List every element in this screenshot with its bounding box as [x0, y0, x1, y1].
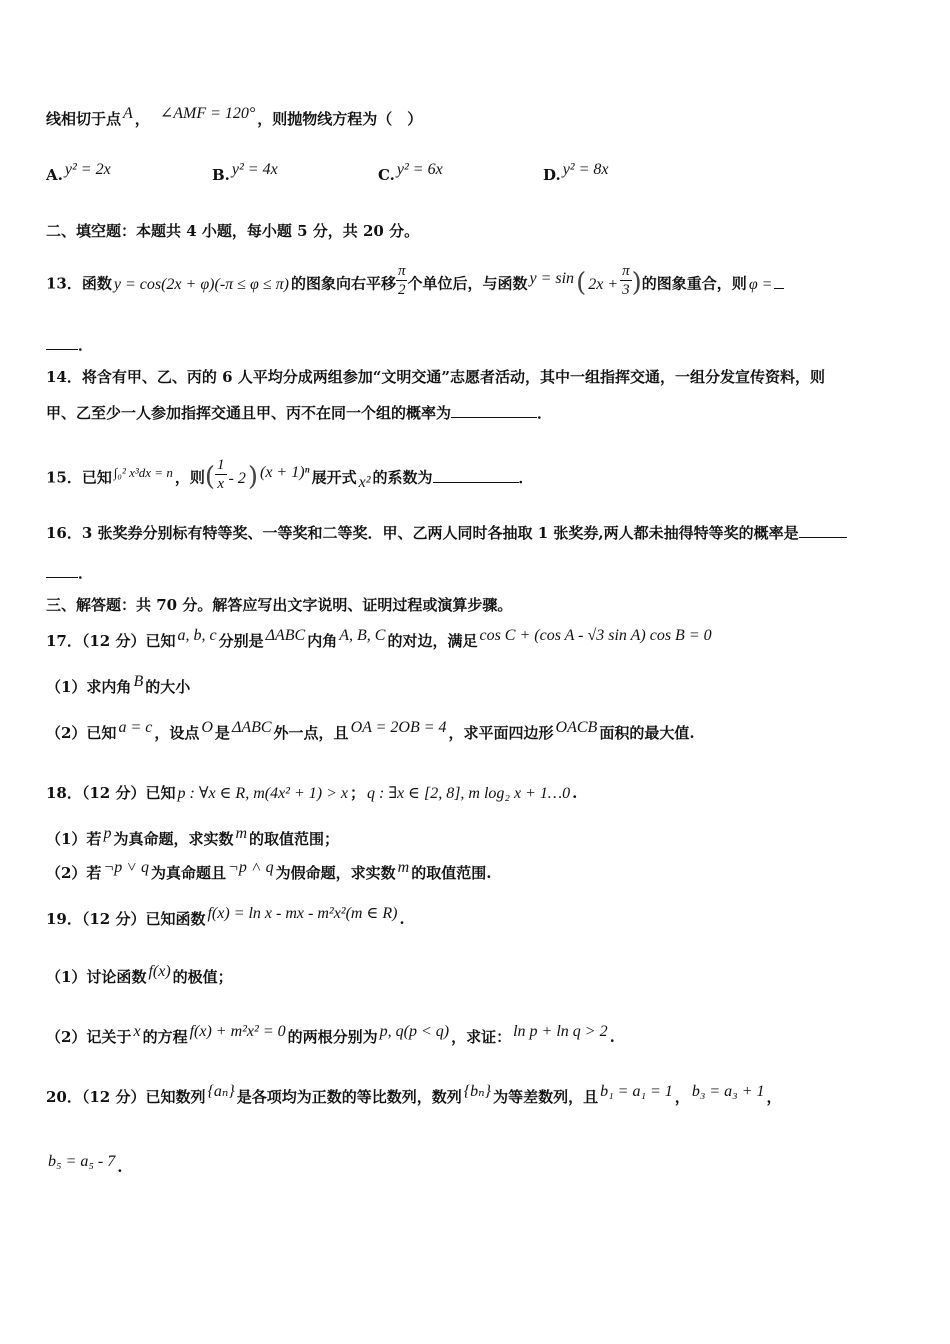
q13-math-func: y = cos(2x + φ)(-π ≤ φ ≤ π) [113, 275, 289, 293]
q19-p2-math: f(x) + m²x² = 0 [189, 1023, 286, 1040]
q20-math: b₁ = a₁ = 1 [600, 1083, 673, 1100]
frac-num: π [622, 263, 630, 279]
q20-line [46, 1083, 904, 1109]
q16-line2 [46, 562, 904, 584]
q15-end: ． [518, 468, 534, 487]
q17-text: 的对边，满足 [387, 632, 478, 650]
q16-line1 [46, 522, 904, 544]
q20-text: ， [674, 1088, 690, 1106]
option-label: D. [543, 166, 561, 184]
q18-p1-math: m [235, 825, 248, 842]
q15-line [46, 457, 904, 497]
q18-number: 18．（12 分）已知 [46, 784, 176, 802]
q18-p2-text: 的取值范围. [411, 864, 492, 882]
frac-num: π [397, 263, 406, 279]
q18-p2-math: m [397, 859, 410, 876]
q13-text: 个单位后，与函数 [407, 274, 528, 293]
q13-math-phi: φ = [748, 275, 773, 293]
q12-option-c[interactable] [378, 161, 445, 185]
q12-text-end: ，则抛物线方程为（ ） [257, 110, 423, 128]
q19-p2-math: x [133, 1023, 141, 1040]
q19-p2-text: ，求证： [451, 1028, 512, 1046]
option-math: y² = 4x [231, 161, 278, 178]
q12-math-point: A [123, 105, 133, 122]
q15-text: 展开式 [311, 468, 357, 487]
q19-end: . [399, 910, 405, 928]
q14-answer-blank[interactable] [451, 403, 537, 418]
q15-math-minus2: - 2 [228, 469, 246, 487]
q18-p1-math: p [103, 825, 112, 842]
q15-number: 15．已知 [46, 468, 112, 487]
q14-line1: 14．将含有甲、乙、丙的 6 人平均分成两组参加“文明交通”志愿者活动，其中一组指挥交通，一组分发宣传资料，则 [46, 368, 826, 386]
q20-math: b₅ = a₅ - 7 [48, 1153, 116, 1170]
q17-part2 [46, 719, 904, 745]
q15-text: 的系数为 [372, 468, 433, 487]
option-label: B. [212, 166, 230, 184]
q18-p2-math: ¬p ˄ q [228, 859, 274, 876]
q19-p2-text: 的方程 [142, 1028, 188, 1046]
q17-p2-text: 面积的最大值. [599, 724, 695, 742]
q18-p2-text: （2）若 [46, 864, 102, 882]
q15-math-binom: (x + 1)ⁿ [259, 463, 310, 481]
q15-math-x2: x² [358, 473, 371, 491]
option-label: C. [378, 166, 395, 184]
frac-num: 1 [217, 457, 225, 473]
frac-den: x [217, 476, 225, 492]
q17-math: a, b, c [177, 627, 217, 644]
q18-p2-text: 为假命题，求实数 [275, 864, 396, 882]
q20-text: 是各项均为正数的等比数列，数列 [236, 1088, 462, 1106]
q12-text: 线相切于点 [46, 110, 122, 128]
section-3-heading: 三、解答题：共 70 分。解答应写出文字说明、证明过程或演算步骤。 [46, 596, 513, 614]
q12-stem-line [46, 105, 904, 131]
q17-text: 分别是 [218, 632, 264, 650]
q13-text: 的图象重合，则 [641, 274, 747, 293]
q13-line2 [46, 334, 904, 356]
q17-part1 [46, 673, 904, 699]
q13-answer-blank-2[interactable] [46, 335, 78, 350]
q17-p2-text: ，设点 [154, 724, 200, 742]
q13-frac-pi-3 [620, 262, 632, 299]
q17-p2-text: （2）已知 [46, 724, 117, 742]
option-math: y² = 6x [396, 161, 443, 178]
q17-p2-text: 外一点，且 [273, 724, 349, 742]
paren-right: ) [247, 461, 258, 492]
q18-part2 [46, 859, 904, 885]
q17-p1-math: B [133, 673, 144, 690]
q18-text: ； [350, 784, 366, 802]
q12-option-d[interactable] [543, 161, 611, 185]
q12-sep: ， [134, 110, 150, 128]
q14-end: ． [537, 404, 553, 422]
q17-p2-text: 是 [214, 724, 230, 742]
q13-number: 13．函数 [46, 274, 112, 293]
q18-math-q: q : ∃x ∈ [2, 8], m log₂ x + 1…0 [367, 785, 571, 802]
q13-answer-blank[interactable] [774, 274, 784, 289]
q17-math: A, B, C [339, 627, 386, 644]
q19-p1-text: （1）讨论函数 [46, 968, 147, 986]
q19-p2-text: 的两根分别为 [287, 1028, 378, 1046]
q15-frac [215, 456, 227, 493]
q19-math-func: f(x) = ln x - mx - m²x²(m ∈ R) [207, 905, 398, 922]
q12-option-a[interactable] [46, 161, 113, 185]
q17-math: ΔABC [265, 627, 306, 644]
q20-math: b₃ = a₃ + 1 [691, 1083, 765, 1100]
q20-math: {bₙ} [463, 1083, 492, 1100]
q17-p2-math: OACB [555, 719, 598, 736]
option-math: y² = 2x [64, 161, 111, 178]
q20-math: {aₙ} [207, 1083, 235, 1100]
q19-p2-end: . [609, 1028, 615, 1046]
q19-line [46, 905, 904, 931]
paren-left: ( [576, 267, 587, 298]
paren-left: ( [204, 461, 215, 492]
q19-p1-math: f(x) [148, 963, 171, 980]
q17-p1-text: （1）求内角 [46, 678, 132, 696]
q20-line2 [46, 1153, 904, 1179]
q17-text: 内角 [307, 632, 338, 650]
q18-line [46, 782, 904, 805]
q15-text: ，则 [174, 468, 205, 487]
q17-math-condition: cos C + (cos A - √3 sin A) cos B = 0 [479, 627, 712, 644]
q17-p1-text: 的大小 [145, 678, 191, 696]
q13-math-sin: y = sin [529, 269, 575, 287]
q19-p2-text: （2）记关于 [46, 1028, 132, 1046]
q18-part1 [46, 825, 904, 851]
q16-text: 16．3 张奖券分别标有特等奖、一等奖和二等奖．甲、乙两人同时各抽取 1 张奖券,两人都未抽得特等奖的概率是 [46, 524, 799, 542]
q17-p2-math: O [201, 719, 213, 736]
q18-math-p: p : ∀x ∈ R, m(4x² + 1) > x [177, 785, 348, 802]
q12-option-b[interactable] [212, 161, 280, 185]
paren-right: ) [631, 267, 642, 298]
q13-line [46, 263, 904, 303]
q13-math-arg: 2x + [588, 275, 619, 293]
q18-end: . [572, 784, 578, 802]
q15-answer-blank[interactable] [433, 468, 519, 483]
q17-p2-text: ，求平面四边形 [448, 724, 554, 742]
q18-p2-text: 为真命题且 [151, 864, 227, 882]
q19-p2-math: ln p + ln q > 2 [513, 1023, 608, 1040]
q13-text: 的图象向右平移 [290, 274, 396, 293]
q17-p2-math: OA = 2OB = 4 [350, 719, 447, 736]
q15-math-integral: ∫₀² x³dx = n [113, 464, 173, 480]
q20-number: 20．（12 分）已知数列 [46, 1088, 206, 1106]
q13-frac-pi-2 [396, 262, 408, 299]
q14-text: 甲、乙至少一人参加指挥交通且甲、丙不在同一个组的概率为 [46, 404, 452, 422]
option-math: y² = 8x [562, 161, 609, 178]
q20-text: 为等差数列，且 [493, 1088, 599, 1106]
option-label: A. [46, 166, 63, 184]
q17-p2-math: a = c [118, 719, 153, 736]
q19-part1 [46, 963, 904, 989]
q17-p2-math: ΔABC [231, 719, 272, 736]
q17-number: 17．（12 分）已知 [46, 632, 176, 650]
q18-p1-text: 的取值范围； [249, 830, 340, 848]
q14-line2 [46, 402, 904, 424]
q19-p1-text: 的极值； [172, 968, 233, 986]
q17-line [46, 627, 904, 653]
q16-end: ． [78, 564, 94, 582]
q20-end: . [117, 1158, 123, 1176]
q12-math-angle: ∠AMF = 120° [159, 105, 256, 122]
q16-answer-blank[interactable] [799, 523, 847, 538]
q13-end: ． [78, 336, 94, 354]
q19-p2-math: p, q(p < q) [379, 1023, 450, 1040]
q18-p2-math: ¬p ˅ q [103, 859, 150, 876]
q16-answer-blank-2[interactable] [46, 563, 78, 578]
frac-den: 2 [397, 282, 406, 298]
frac-den: 3 [622, 282, 630, 298]
q20-text: ， [766, 1088, 782, 1106]
section-2-heading: 二、填空题：本题共 4 小题，每小题 5 分，共 20 分。 [46, 222, 420, 240]
q19-number: 19．（12 分）已知函数 [46, 910, 206, 928]
q18-p1-text: 为真命题，求实数 [113, 830, 234, 848]
q18-p1-text: （1）若 [46, 830, 102, 848]
q19-part2 [46, 1023, 904, 1049]
